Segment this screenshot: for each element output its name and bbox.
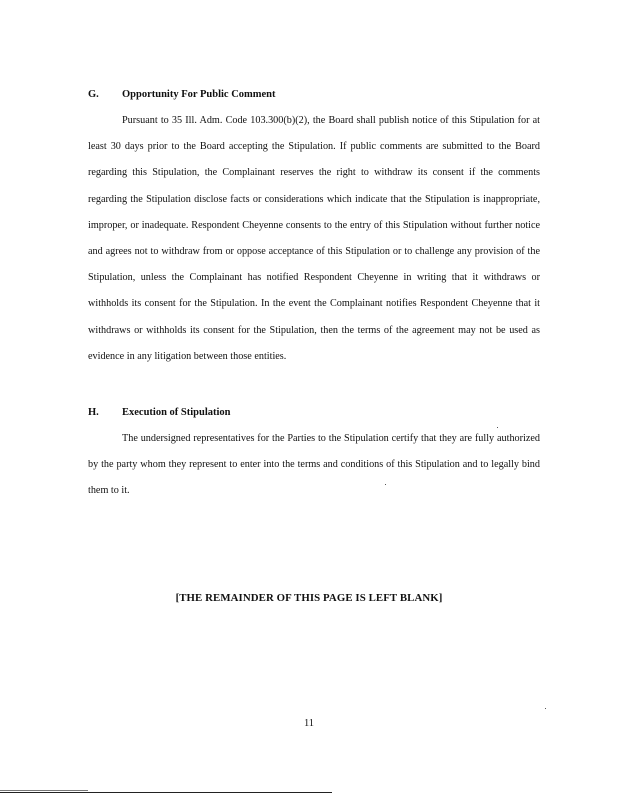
section-h-body: The undersigned representatives for the Parties to the Stipulation certify that they are fully authorized by the party whom they represent to enter into the terms and conditions of this Stipulation and to legally bind them to it. — [88, 433, 540, 497]
section-g-heading — [88, 89, 276, 101]
scan-edge-line — [0, 790, 88, 791]
remainder-blank-notice: [THE REMAINDER OF THIS PAGE IS LEFT BLANK] — [175, 592, 443, 604]
section-g-body: Pursuant to 35 Ill. Adm. Code 103.300(b)(2), the Board shall publish notice of this Stipulation for at least 30 days prior to the Board accepting the Stipulation. If public comments are submitted to the Board regarding this Stipulation, the Complainant reserves the right to withdraw its consent if the comments regarding the Stipulation disclose facts or considerations which indicate that the Stipulation is inappropriate, improper, or inadequate. Respondent Cheyenne consents to the entry of this Stipulation without further notice and agrees not to withdraw from or oppose acceptance of this Stipulation or to challenge any provision of the Stipulation, unless the Complainant has notified Respondent Cheyenne in writing that it withdraws or withholds its consent for the Stipulation. In the event the Complainant notifies Respondent Cheyenne that it withdraws or withholds its consent for the Stipulation, then the terms of the agreement may not be used as evidence in any litigation between those entities. — [88, 115, 540, 362]
section-g-letter: G. — [88, 89, 99, 100]
scan-speck — [385, 484, 386, 485]
scan-speck — [545, 708, 546, 709]
scan-bottom-edge — [0, 792, 332, 793]
section-h-heading — [88, 407, 231, 419]
page-number: 11 — [303, 718, 315, 729]
section-g-title: Opportunity For Public Comment — [122, 89, 276, 100]
section-h-letter: H. — [88, 407, 99, 418]
scan-speck — [497, 427, 498, 428]
section-h-title: Execution of Stipulation — [122, 407, 231, 418]
